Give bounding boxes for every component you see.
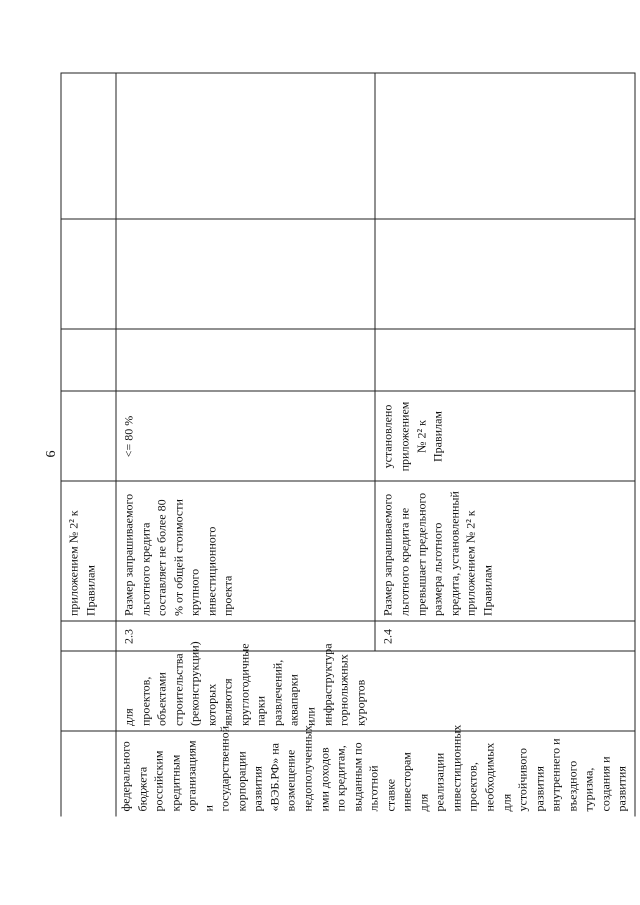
continuation-text: приложением № 2² к Правилам bbox=[66, 509, 97, 616]
table-row bbox=[116, 73, 375, 816]
table-cell bbox=[116, 219, 375, 329]
table-cell bbox=[61, 391, 116, 481]
subcategory-text: для проектов, объектами строительства (реконструкции) которых являются круглогодичные парки развлечений, аквапарки или инфраструктура горнолыжных курортов bbox=[121, 640, 367, 726]
value-text: <= 80 % bbox=[121, 415, 135, 457]
value-cell bbox=[375, 391, 634, 481]
item-number: 2.3 bbox=[121, 628, 135, 644]
table-cell bbox=[61, 73, 116, 219]
table-cell bbox=[61, 731, 116, 816]
table-cell-indicator bbox=[61, 481, 116, 621]
table-cell bbox=[61, 621, 116, 651]
item-number-cell bbox=[375, 621, 634, 651]
page-number: 6 bbox=[44, 450, 59, 458]
category-cell bbox=[116, 724, 635, 816]
indicator-cell bbox=[116, 481, 375, 621]
table-cell bbox=[61, 329, 116, 391]
table-row-continuation bbox=[61, 73, 116, 816]
value-cell bbox=[116, 391, 375, 481]
indicator-text: Размер запрашиваемого льготного кредита составляет не более 80 % от общей стоимости крупного инвестиционного проекта bbox=[121, 493, 235, 616]
table-cell bbox=[375, 219, 634, 329]
table-cell bbox=[375, 329, 634, 391]
indicator-cell bbox=[375, 481, 634, 621]
table-cell bbox=[61, 219, 116, 329]
criteria-table bbox=[60, 73, 629, 816]
subcategory-cell bbox=[116, 640, 635, 731]
table-cell bbox=[116, 329, 375, 391]
table-cell bbox=[116, 73, 375, 219]
item-number: 2.4 bbox=[380, 628, 395, 644]
table-cell bbox=[61, 651, 116, 731]
category-text: федерального бюджета российским кредитным организациям и государственной корпорации развития «ВЭБ.РФ» на возмещение недополученных ими доходов по кредитам, выданным по льготной ставке инвесторам для реализации инвестиционных проектов, необходимых для устойчивого развития внутреннего и въездного туризма, создания и развития bbox=[118, 724, 629, 811]
value-text: установлено приложением № 2² к Правилам bbox=[380, 401, 445, 471]
table-cell bbox=[375, 73, 634, 219]
indicator-text: Размер запрашиваемого льготного кредита не превышает предельного размера льготного кредита, установленный приложением № 2² к Правилам bbox=[380, 490, 494, 616]
